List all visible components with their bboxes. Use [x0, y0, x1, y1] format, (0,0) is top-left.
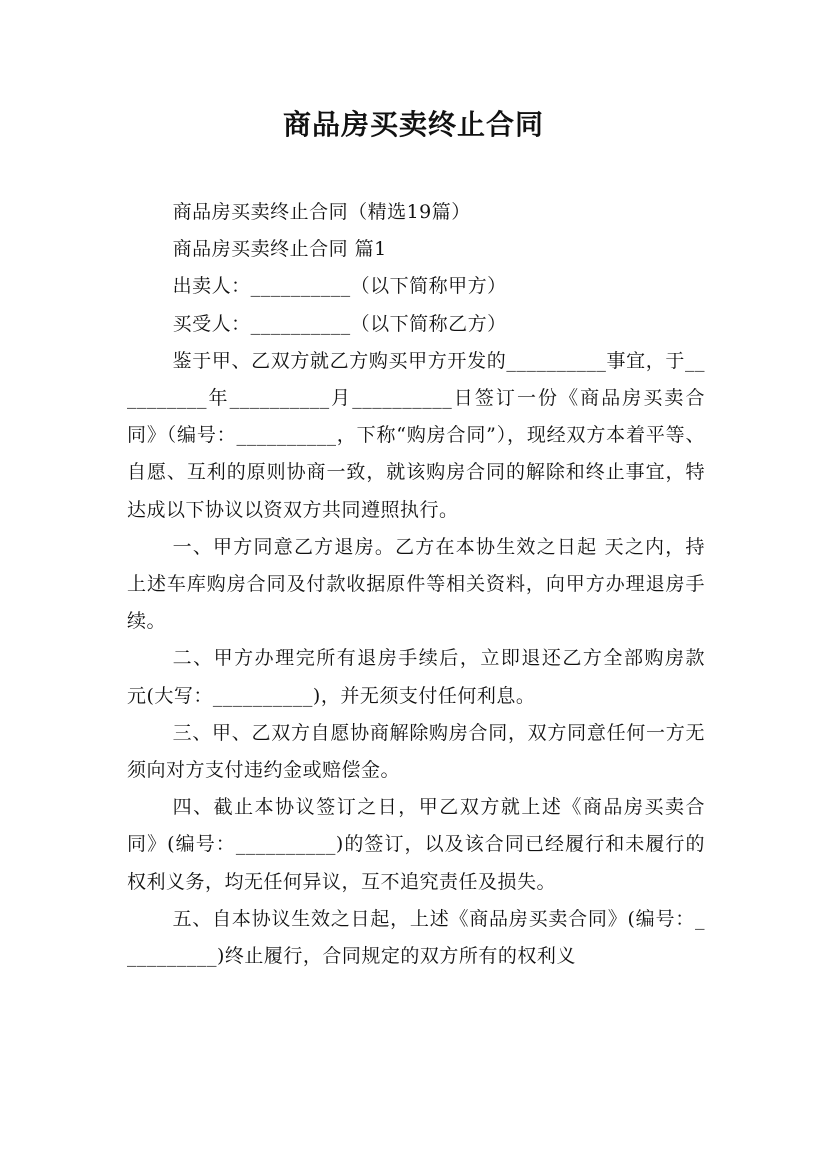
document-title: 商品房买卖终止合同	[282, 108, 544, 141]
paragraph-buyer: 买受人：__________（以下简称乙方）	[172, 312, 507, 335]
paragraph-clause-2: 二、甲方办理完所有退房手续后，立即退还乙方全部购房款 元(大写：__________)，并无须支付任何利息。	[127, 647, 705, 707]
paragraph-clause-3: 三、甲、乙双方自愿协商解除购房合同，双方同意任何一方无须向对方支付违约金或赔偿金。	[127, 721, 705, 782]
paragraph-preamble: 鉴于甲、乙双方就乙方购买甲方开发的__________事宜，于__________年__________月__________日签订一份《商品房买卖合同》（编号：__________，下称“购房合同”），现经双方本着平等、自愿、互利的原则协商一致，就该购房合同的解除和终止事宜，特达成以下协议以资双方共同遵照执行。	[127, 349, 705, 521]
paragraph-clause-4: 四、截止本协议签订之日，甲乙双方就上述《商品房买卖合同》(编号：__________)的签订，以及该合同已经履行和未履行的权利义务，均无任何异议，互不追究责任及损失。	[127, 796, 705, 893]
paragraph-subtitle: 商品房买卖终止合同（精选19篇）	[172, 201, 471, 223]
paragraph-clause-5: 五、自本协议生效之日起，上述《商品房买卖合同》(编号：__________)终止履行，合同规定的双方所有的权利义	[127, 907, 705, 968]
document-body	[127, 194, 705, 975]
paragraph-chapter-heading: 商品房买卖终止合同 篇1	[172, 238, 387, 261]
paragraph-seller: 出卖人：__________（以下简称甲方）	[172, 275, 507, 298]
paragraph-clause-1: 一、甲方同意乙方退房。乙方在本协生效之日起 天之内，持上述车库购房合同及付款收据原件等相关资料，向甲方办理退房手续。	[127, 535, 705, 633]
